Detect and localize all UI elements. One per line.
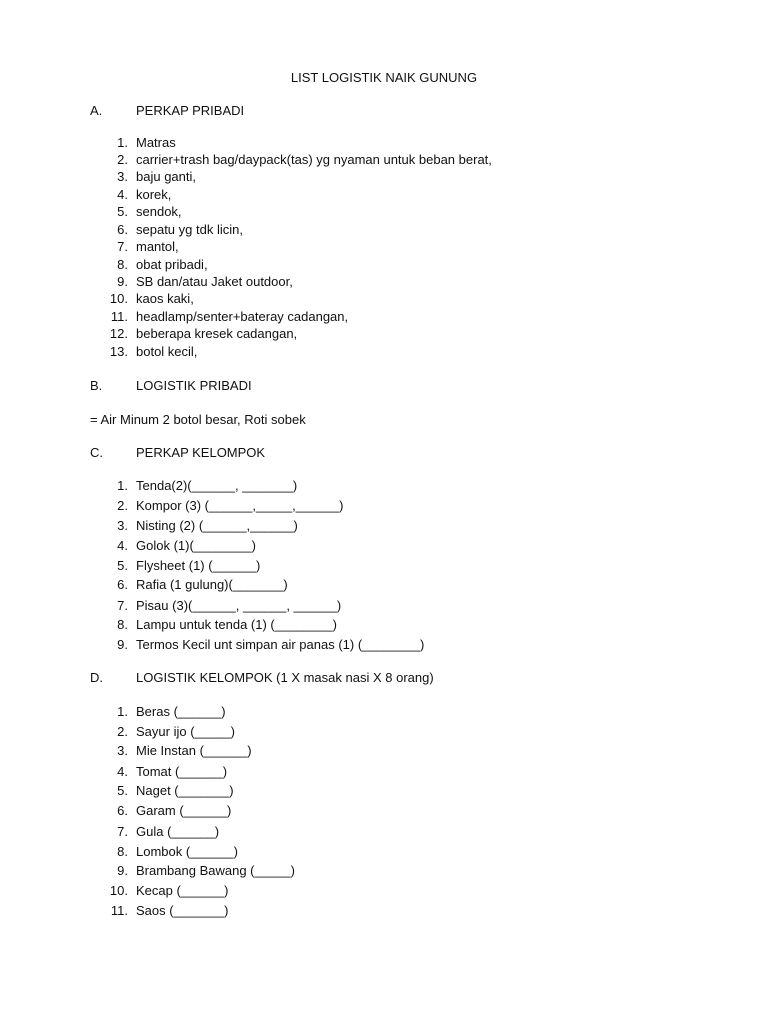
item-number: 11.: [110, 309, 128, 324]
item-text: Matras: [136, 135, 176, 150]
item-text: korek,: [136, 187, 172, 202]
item-text: Gula (______): [136, 824, 220, 839]
item-number: 6.: [117, 803, 128, 818]
item-text: Golok (1)(________): [136, 538, 256, 553]
item-text: botol kecil,: [136, 344, 198, 359]
item-text: Garam (______): [136, 803, 232, 818]
item-text: baju ganti,: [136, 169, 196, 184]
item-number: 1.: [117, 704, 128, 719]
item-text: sepatu yg tdk licin,: [136, 222, 243, 237]
item-text: SB dan/atau Jaket outdoor,: [136, 274, 293, 289]
item-number: 3.: [117, 169, 128, 184]
item-text: Lampu untuk tenda (1) (________): [136, 617, 337, 632]
item-number: 4.: [117, 764, 128, 779]
item-text: Kecap (______): [136, 883, 229, 898]
item-number: 2.: [117, 498, 128, 513]
item-text: headlamp/senter+bateray cadangan,: [136, 309, 349, 324]
item-number: 9.: [117, 637, 128, 652]
item-number: 3.: [117, 743, 128, 758]
item-number: 1.: [117, 135, 128, 150]
item-text: Nisting (2) (______,______): [136, 518, 298, 533]
item-text: sendok,: [136, 204, 182, 219]
item-number: 11.: [110, 903, 128, 918]
item-number: 4.: [117, 538, 128, 553]
item-text: Tenda(2)(______, _______): [136, 478, 298, 493]
item-text: Kompor (3) (______,_____,______): [136, 498, 344, 513]
section-a-letter: A.: [90, 103, 103, 118]
item-text: Lombok (______): [136, 844, 238, 859]
item-number: 5.: [117, 204, 128, 219]
item-number: 7.: [117, 824, 128, 839]
item-text: carrier+trash bag/daypack(tas) yg nyaman untuk beban berat,: [136, 152, 492, 167]
item-text: Termos Kecil unt simpan air panas (1) (________): [136, 637, 425, 652]
item-number: 13.: [109, 344, 128, 359]
item-number: 4.: [117, 187, 128, 202]
item-number: 8.: [117, 617, 128, 632]
item-number: 7.: [117, 239, 128, 254]
item-text: Rafia (1 gulung)(_______): [136, 577, 288, 592]
section-b-title: LOGISTIK PRIBADI: [136, 378, 252, 393]
section-b-letter: B.: [90, 378, 103, 393]
item-text: kaos kaki,: [136, 291, 194, 306]
item-text: Beras (______): [136, 704, 226, 719]
item-number: 1.: [117, 478, 128, 493]
section-d-title: LOGISTIK KELOMPOK (1 X masak nasi X 8 orang): [136, 670, 434, 685]
item-number: 2.: [117, 152, 128, 167]
section-d-heading: [90, 670, 434, 686]
item-number: 10.: [109, 291, 128, 306]
section-c-letter: C.: [90, 445, 103, 460]
item-text: Pisau (3)(______, ______, ______): [136, 598, 342, 613]
section-a-heading: [90, 103, 244, 119]
item-text: beberapa kresek cadangan,: [136, 326, 298, 341]
section-b-heading: [90, 378, 252, 394]
item-number: 3.: [117, 518, 128, 533]
item-number: 9.: [117, 274, 128, 289]
item-text: Tomat (______): [136, 764, 228, 779]
section-c-heading: [90, 445, 265, 461]
item-number: 6.: [117, 577, 128, 592]
item-number: 6.: [117, 222, 128, 237]
item-number: 5.: [117, 783, 128, 798]
item-text: Saos (_______): [136, 903, 229, 918]
item-text: Brambang Bawang (_____): [136, 863, 295, 878]
item-number: 8.: [117, 844, 128, 859]
item-number: 12.: [109, 326, 128, 341]
item-number: 8.: [117, 257, 128, 272]
section-b-note: = Air Minum 2 botol besar, Roti sobek: [90, 412, 306, 427]
item-number: 9.: [117, 863, 128, 878]
item-text: Sayur ijo (_____): [136, 724, 235, 739]
item-text: obat pribadi,: [136, 257, 208, 272]
item-text: mantol,: [136, 239, 179, 254]
section-c-title: PERKAP KELOMPOK: [136, 445, 266, 460]
section-d-letter: D.: [90, 670, 103, 685]
item-number: 5.: [117, 558, 128, 573]
item-number: 7.: [117, 598, 128, 613]
section-a-title: PERKAP PRIBADI: [136, 103, 245, 118]
item-number: 10.: [109, 883, 128, 898]
item-number: 2.: [117, 724, 128, 739]
item-text: Flysheet (1) (______): [136, 558, 261, 573]
item-text: Naget (_______): [136, 783, 234, 798]
document-title: LIST LOGISTIK NAIK GUNUNG: [290, 70, 478, 85]
item-text: Mie Instan (______): [136, 743, 252, 758]
